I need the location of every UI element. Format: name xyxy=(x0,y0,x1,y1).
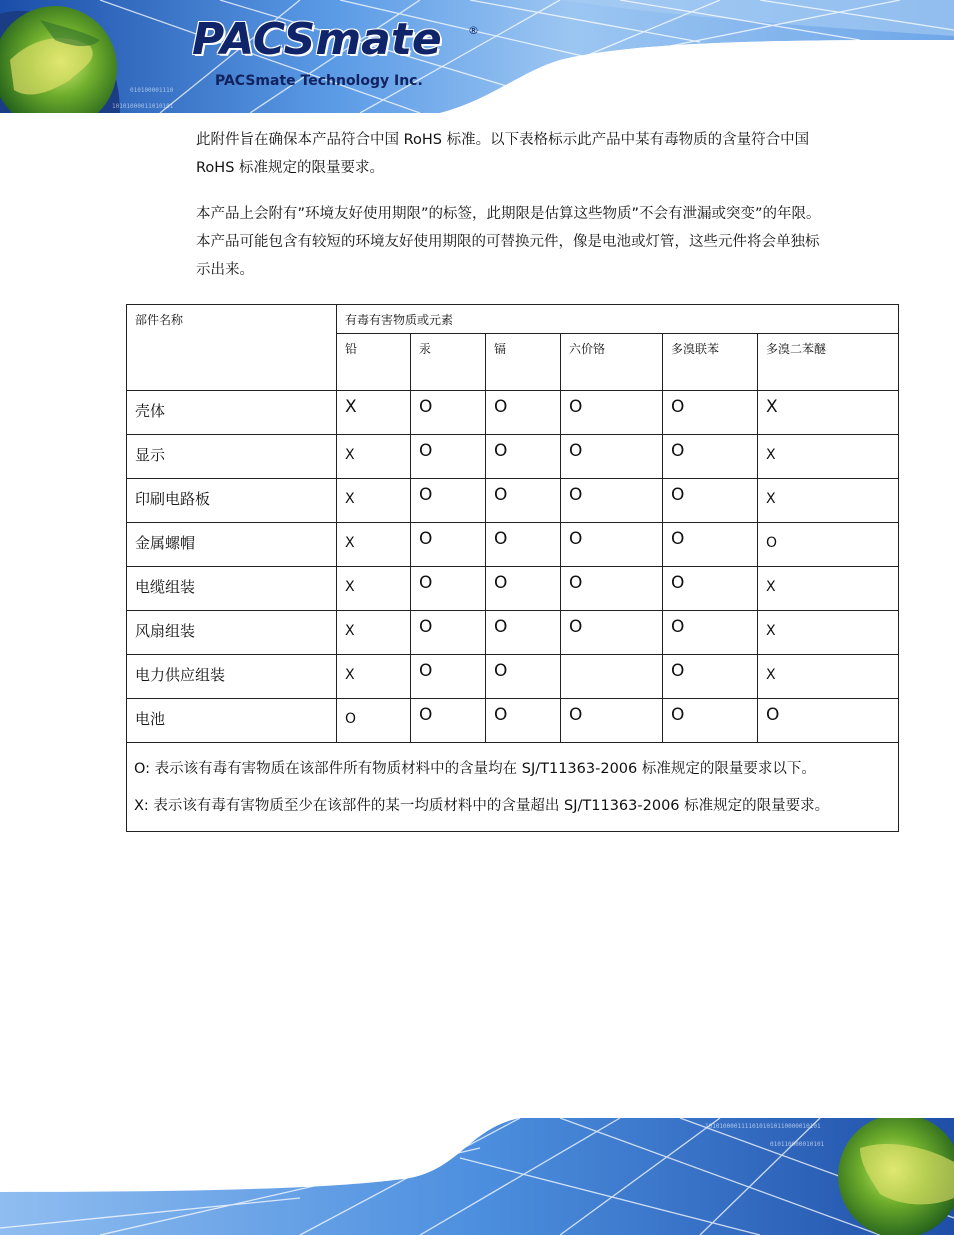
compliance-mark: O xyxy=(419,441,433,461)
banner-graphic xyxy=(0,0,954,113)
mark-cell-chromium xyxy=(561,391,663,435)
mark-cell-pbb xyxy=(663,523,758,567)
mark-cell-pbb xyxy=(663,567,758,611)
substance-header-cadmium: 镉 xyxy=(486,334,561,391)
mark-cell-lead xyxy=(337,435,411,479)
table-header-row xyxy=(127,305,899,334)
substance-header-pbde: 多溴二苯醚 xyxy=(758,334,899,391)
compliance-mark: O xyxy=(569,705,583,725)
compliance-mark: O xyxy=(494,485,508,505)
compliance-mark: O xyxy=(671,397,685,417)
compliance-mark: O xyxy=(494,617,508,637)
mark-cell-chromium xyxy=(561,699,663,743)
mark-cell-pbde xyxy=(758,391,899,435)
rohs-substance-table xyxy=(126,304,899,832)
table-row xyxy=(127,435,899,479)
mark-cell-mercury xyxy=(411,523,486,567)
svg-text:101010000111101010101100000101: 10101000011110101010110000010101 xyxy=(705,1123,821,1130)
substance-header-pbb: 多溴联苯 xyxy=(663,334,758,391)
compliance-mark: O xyxy=(419,573,433,593)
mark-cell-pbde xyxy=(758,611,899,655)
svg-text:10101000011010101: 10101000011010101 xyxy=(112,103,174,110)
compliance-mark: O xyxy=(671,485,685,505)
substance-header-chromium: 六价铬 xyxy=(561,334,663,391)
part-name-cell: 壳体 xyxy=(127,391,337,435)
substance-header-lead: 铅 xyxy=(337,334,411,391)
compliance-mark: O xyxy=(671,617,685,637)
mark-cell-lead xyxy=(337,523,411,567)
compliance-mark: X xyxy=(345,491,355,507)
mark-cell-mercury xyxy=(411,567,486,611)
compliance-mark: O xyxy=(419,529,433,549)
compliance-mark: X xyxy=(766,623,776,639)
compliance-mark: O xyxy=(671,705,685,725)
mark-cell-cadmium xyxy=(486,391,561,435)
compliance-mark: O xyxy=(671,573,685,593)
registered-mark: ® xyxy=(468,24,479,37)
compliance-mark: O xyxy=(419,617,433,637)
mark-cell-pbde xyxy=(758,699,899,743)
compliance-mark: O xyxy=(569,397,583,417)
mark-cell-lead xyxy=(337,655,411,699)
part-name-cell: 电力供应组装 xyxy=(127,655,337,699)
compliance-mark: O xyxy=(345,711,357,727)
mark-cell-pbb xyxy=(663,611,758,655)
mark-cell-lead xyxy=(337,699,411,743)
mark-cell-pbb xyxy=(663,479,758,523)
mark-cell-cadmium xyxy=(486,523,561,567)
substance-header-mercury: 汞 xyxy=(411,334,486,391)
table-body xyxy=(127,391,899,743)
mark-cell-mercury xyxy=(411,611,486,655)
compliance-mark: O xyxy=(569,617,583,637)
mark-cell-cadmium xyxy=(486,611,561,655)
table-notes xyxy=(127,743,899,832)
mark-cell-pbde xyxy=(758,523,899,567)
substance-group-header: 有毒有害物质或元素 xyxy=(337,305,899,334)
part-name-header: 部件名称 xyxy=(127,305,337,391)
mark-cell-pbb xyxy=(663,699,758,743)
compliance-mark: O xyxy=(494,573,508,593)
part-name-cell: 风扇组装 xyxy=(127,611,337,655)
mark-cell-lead xyxy=(337,567,411,611)
compliance-mark: X xyxy=(345,667,355,683)
intro-paragraph-1: 此附件旨在确保本产品符合中国 RoHS 标准。以下表格标示此产品中某有毒物质的含量符合中国 RoHS 标准规定的限量要求。 xyxy=(196,132,810,176)
compliance-mark: O xyxy=(766,535,778,551)
part-name-cell: 印刷电路板 xyxy=(127,479,337,523)
mark-cell-lead xyxy=(337,479,411,523)
mark-cell-cadmium xyxy=(486,699,561,743)
compliance-mark: X xyxy=(345,579,355,595)
mark-cell-mercury xyxy=(411,699,486,743)
part-name-cell: 电缆组装 xyxy=(127,567,337,611)
compliance-mark: O xyxy=(419,397,433,417)
mark-cell-pbde xyxy=(758,567,899,611)
compliance-mark: O xyxy=(419,705,433,725)
mark-cell-lead xyxy=(337,391,411,435)
table-row xyxy=(127,391,899,435)
mark-cell-cadmium xyxy=(486,435,561,479)
mark-cell-pbb xyxy=(663,435,758,479)
table-notes-row xyxy=(127,743,899,832)
part-name-cell: 金属螺帽 xyxy=(127,523,337,567)
part-name-cell: 电池 xyxy=(127,699,337,743)
table-row xyxy=(127,699,899,743)
footer-banner xyxy=(0,1118,954,1235)
svg-text:010110000010101: 010110000010101 xyxy=(770,1141,825,1148)
mark-cell-pbde xyxy=(758,435,899,479)
compliance-mark: O xyxy=(569,485,583,505)
mark-cell-chromium xyxy=(561,435,663,479)
part-name-cell: 显示 xyxy=(127,435,337,479)
mark-cell-pbb xyxy=(663,391,758,435)
compliance-mark: O xyxy=(494,661,508,681)
mark-cell-cadmium xyxy=(486,567,561,611)
compliance-mark: O xyxy=(494,705,508,725)
mark-cell-chromium xyxy=(561,655,663,699)
compliance-mark: X xyxy=(345,447,355,463)
compliance-mark: X xyxy=(766,447,776,463)
brand-logo-text: PACSmate xyxy=(192,14,442,65)
compliance-mark: X xyxy=(766,397,778,417)
compliance-mark: O xyxy=(766,705,780,725)
mark-cell-chromium xyxy=(561,567,663,611)
compliance-mark: O xyxy=(494,441,508,461)
mark-cell-pbde xyxy=(758,479,899,523)
note-o-legend: O: 表示该有毒有害物质在该部件所有物质材料中的含量均在 SJ/T11363-2006 标准规定的限量要求以下。 xyxy=(134,761,816,777)
mark-cell-chromium xyxy=(561,523,663,567)
mark-cell-mercury xyxy=(411,391,486,435)
compliance-mark: X xyxy=(766,579,776,595)
mark-cell-pbde xyxy=(758,655,899,699)
compliance-mark: O xyxy=(671,661,685,681)
compliance-mark: O xyxy=(419,485,433,505)
mark-cell-chromium xyxy=(561,479,663,523)
note-x-legend: X: 表示该有毒有害物质至少在该部件的某一均质材料中的含量超出 SJ/T11363-2006 标准规定的限量要求。 xyxy=(134,798,830,814)
compliance-mark: O xyxy=(419,661,433,681)
compliance-mark: O xyxy=(494,529,508,549)
compliance-mark: O xyxy=(671,441,685,461)
mark-cell-mercury xyxy=(411,435,486,479)
table-row xyxy=(127,611,899,655)
compliance-mark: O xyxy=(671,529,685,549)
intro-paragraph-2: 本产品上会附有”环境友好使用期限”的标签，此期限是估算这些物质”不会有泄漏或突变”的年限。本产品可能包含有较短的环境友好使用期限的可替换元件，像是电池或灯管，这些元件将会单独标示出来。 xyxy=(196,206,821,278)
table-row xyxy=(127,655,899,699)
mark-cell-chromium xyxy=(561,611,663,655)
compliance-mark: O xyxy=(569,529,583,549)
svg-text:010100001110: 010100001110 xyxy=(130,87,174,94)
mark-cell-mercury xyxy=(411,655,486,699)
compliance-mark: X xyxy=(345,535,355,551)
table-row xyxy=(127,479,899,523)
mark-cell-pbb xyxy=(663,655,758,699)
company-name: PACSmate Technology Inc. xyxy=(215,73,423,89)
mark-cell-mercury xyxy=(411,479,486,523)
mark-cell-cadmium xyxy=(486,655,561,699)
header-banner xyxy=(0,0,954,113)
compliance-mark: O xyxy=(494,397,508,417)
compliance-mark: X xyxy=(345,397,357,417)
table-row xyxy=(127,523,899,567)
footer-banner-graphic xyxy=(0,1118,954,1235)
compliance-mark: X xyxy=(766,667,776,683)
compliance-mark: X xyxy=(766,491,776,507)
compliance-mark: O xyxy=(569,573,583,593)
compliance-mark: X xyxy=(345,623,355,639)
mark-cell-lead xyxy=(337,611,411,655)
mark-cell-cadmium xyxy=(486,479,561,523)
compliance-mark: O xyxy=(569,441,583,461)
table-row xyxy=(127,567,899,611)
